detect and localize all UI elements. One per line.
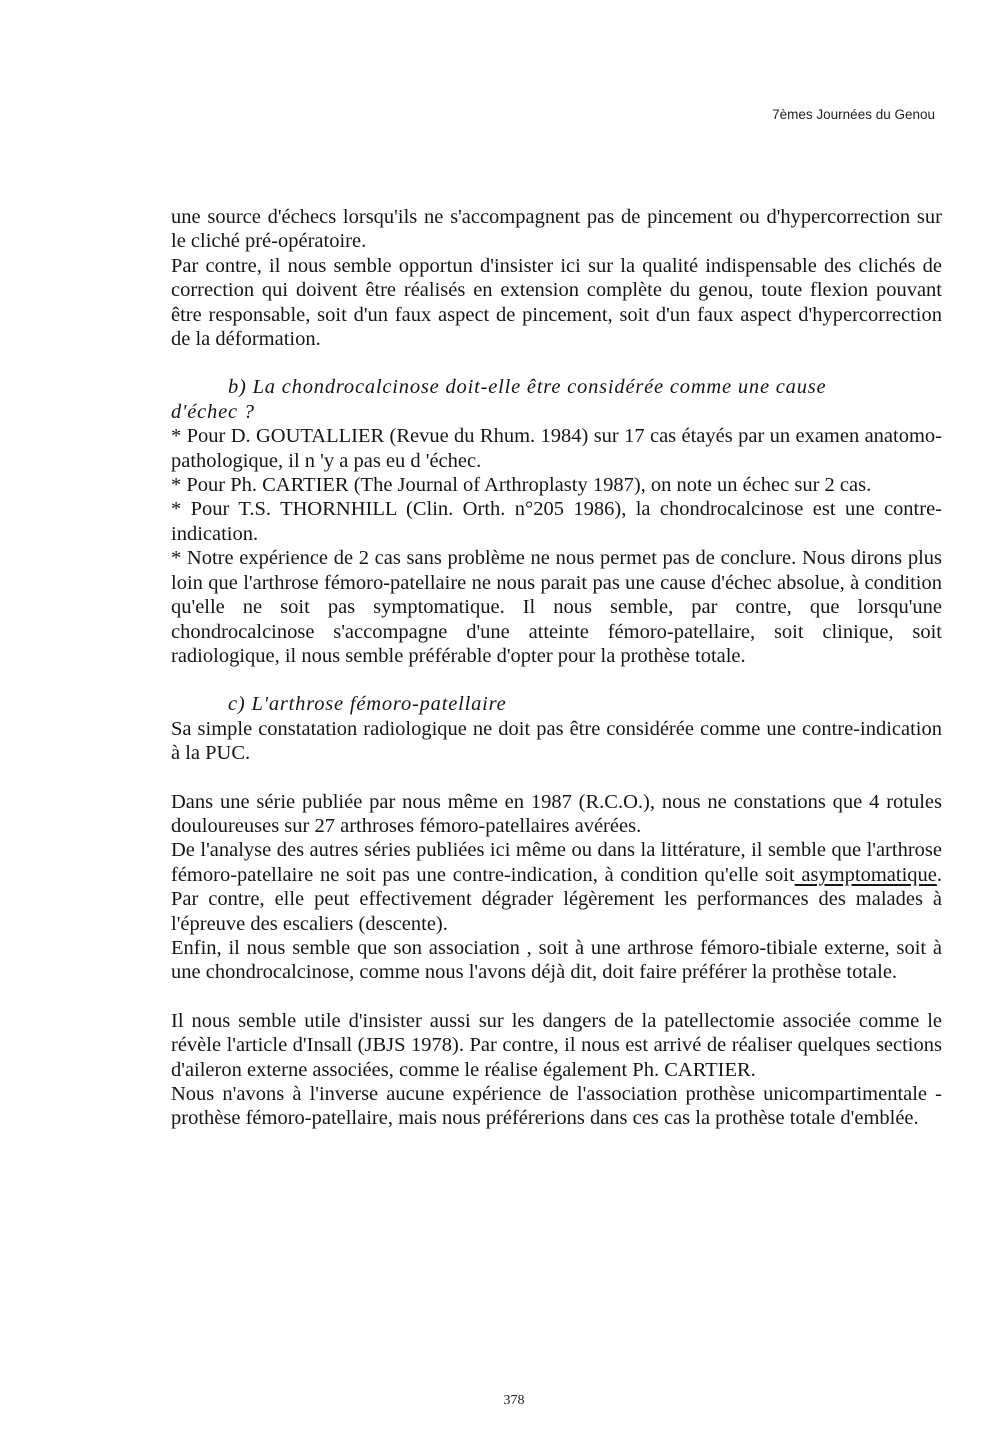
section-heading-chondrocalcinose: b) La chondrocalcinose doit-elle être considérée comme une cause <box>228 376 827 399</box>
paragraph-pincement: une source d'échecs lorsqu'ils ne s'accompagnent pas de pincement ou d'hypercorrection sur le cliché pré-opératoire. <box>171 206 942 253</box>
section-heading-chondrocalcinose-cont: d'échec ? <box>171 400 255 423</box>
list-item-experience: * Notre expérience de 2 cas sans problème ne nous permet pas de conclure. Nous dirons plus loin que l'arthrose fémoro-patellaire ne nous parait pas une cause d'échec absolue, à condition qu'elle ne soit pas symptomatique. Il nous semble, par contre, que lorsqu'une chondrocalcinose s'accompagne d'une atteinte fémoro-patellaire, soit clinique, soit radiologique, il nous semble préférable d'opter pour la prothèse totale. <box>171 547 942 667</box>
analyse-text-end: . Par contre, elle peut effectivement dégrader légèrement les performances des malades à l'épreuve des escaliers (descente). <box>171 863 942 935</box>
spacer <box>171 351 942 375</box>
paragraph-patellectomie: Il nous semble utile d'insister aussi sur les dangers de la patellectomie associée comme le révèle l'article d'Insall (JBJS 1978). Par contre, il nous est arrivé de réaliser quelques sections d'aileron externe associées, comme le réalise également Ph. CARTIER. <box>171 1009 942 1081</box>
paragraph-cliches-correction: Par contre, il nous semble opportun d'insister ici sur la qualité indispensable des clichés de correction qui doivent être réalisés en extension complète du genou, toute flexion pouvant être responsable, soit d'un faux aspect de pincement, soit d'un faux aspect d'hypercorrection de la déformation. <box>171 254 942 351</box>
paragraph-analyse-series <box>171 838 942 936</box>
spacer <box>171 766 942 790</box>
running-header: 7èmes Journées du Genou <box>772 107 935 122</box>
spacer <box>171 668 942 692</box>
list-item-goutallier: * Pour D. GOUTALLIER (Revue du Rhum. 1984) sur 17 cas étayés par un examen anatomo-pathologique, il n 'y a pas eu d 'échec. <box>171 425 942 472</box>
list-item-cartier: * Pour Ph. CARTIER (The Journal of Arthroplasty 1987), on note un échec sur 2 cas. <box>171 474 872 497</box>
section-heading-arthrose: c) L'arthrose fémoro-patellaire <box>228 693 507 716</box>
list-item-thornhill: * Pour T.S. THORNHILL (Clin. Orth. n°205 1986), la chondrocalcinose est une contre-indication. <box>171 498 942 545</box>
spacer <box>171 985 942 1009</box>
paragraph-serie-1987: Dans une série publiée par nous même en 1987 (R.C.O.), nous ne constations que 4 rotules douloureuses sur 27 arthroses fémoro-patellaires avérées. <box>171 790 942 837</box>
underlined-asymptomatique: asymptomatique <box>794 863 937 886</box>
page-number: 378 <box>503 1393 525 1408</box>
document-body <box>171 205 942 1131</box>
analyse-text: De l'analyse des autres séries publiées ici même ou dans la littérature, il semble que l'arthrose fémoro-patellaire ne soit pas une contre-indication, à condition qu'elle soit <box>171 839 942 886</box>
paragraph-unicompartimentale: Nous n'avons à l'inverse aucune expérience de l'association prothèse unicompartimentale - prothèse fémoro-patellaire, mais nous préférerions dans ces cas la prothèse totale d'emblée. <box>171 1083 942 1130</box>
paragraph-association: Enfin, il nous semble que son association , soit à une arthrose fémoro-tibiale externe, soit à une chondrocalcinose, comme nous l'avons déjà dit, doit faire préférer la prothèse totale. <box>171 936 942 984</box>
paragraph-constatation: Sa simple constatation radiologique ne doit pas être considérée comme une contre-indication à la PUC. <box>171 717 942 765</box>
